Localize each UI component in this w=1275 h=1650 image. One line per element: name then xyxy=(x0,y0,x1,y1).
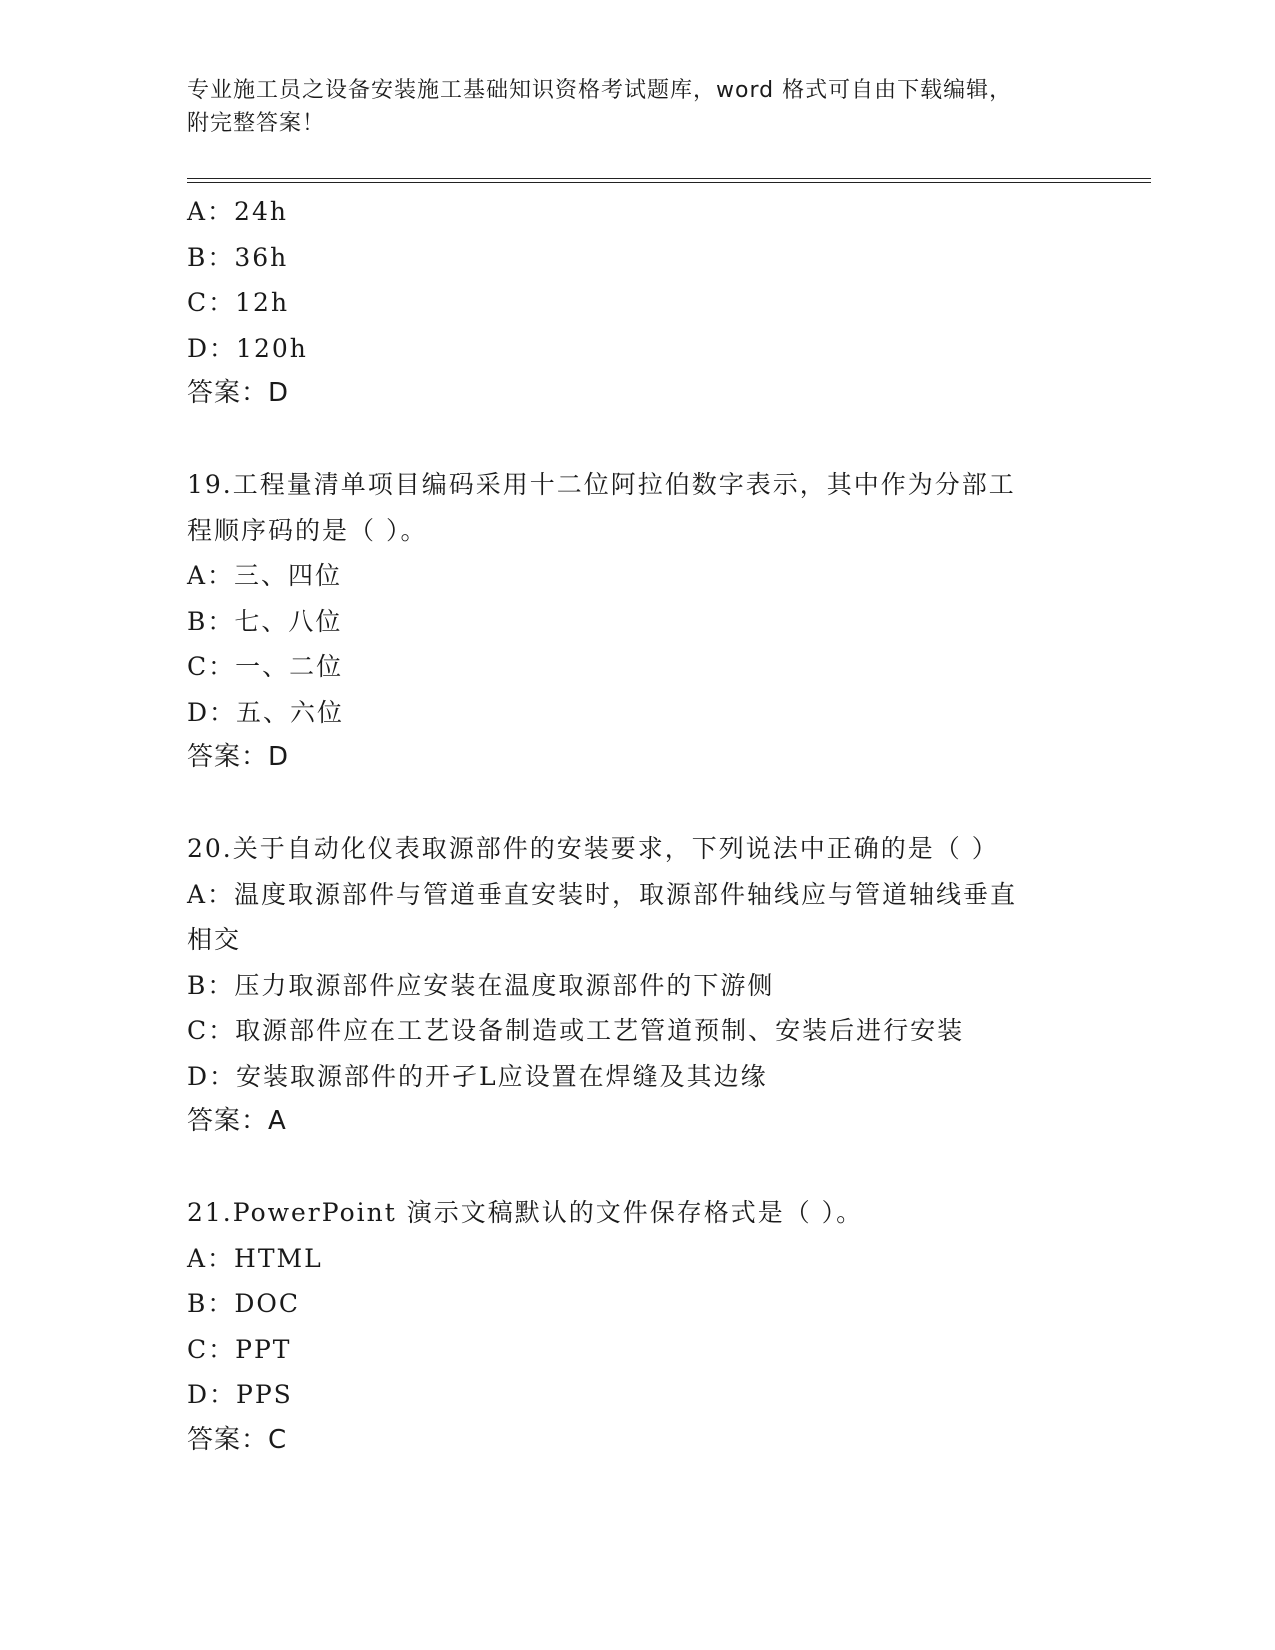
question-stem-continued: 程顺序码的是（ ）。 xyxy=(187,515,428,545)
option-a: A：三、四位 xyxy=(187,561,343,590)
answer-line: 答案：D xyxy=(187,378,290,408)
option-b: B：36h xyxy=(187,242,289,272)
option-a: A：HTML xyxy=(187,1243,323,1273)
question-stem: 20.关于自动化仪表取源部件的安装要求，下列说法中正确的是（ ） xyxy=(187,834,999,863)
spacer xyxy=(187,1145,1067,1191)
option-a: A：24h xyxy=(187,197,288,226)
answer-line: 答案：D xyxy=(187,742,290,772)
document-header xyxy=(187,74,1067,140)
option-d: D：五、六位 xyxy=(187,697,345,727)
question-list xyxy=(187,189,1067,1463)
option-b: B：七、八位 xyxy=(187,606,343,636)
option-c: C：12h xyxy=(187,288,290,317)
spacer xyxy=(187,781,1067,827)
header-line-2: 附完整答案！ xyxy=(187,111,326,136)
option-a: A：温度取源部件与管道垂直安装时，取源部件轴线应与管道轴线垂直 xyxy=(187,879,1018,909)
header-line-1: 专业施工员之设备安装施工基础知识资格考试题库，word 格式可自由下载编辑， xyxy=(187,78,1013,103)
header-divider-top xyxy=(187,178,1151,179)
question-stem: 21.PowerPoint 演示文稿默认的文件保存格式是（ ）。 xyxy=(187,1198,864,1227)
header-divider-bottom xyxy=(187,182,1151,183)
option-d: D：安装取源部件的开孑L应设置在焊缝及其边缘 xyxy=(187,1061,768,1091)
option-c: C：一、二位 xyxy=(187,652,344,681)
spacer xyxy=(187,417,1067,463)
question-19-block xyxy=(187,462,1067,781)
option-b: B：DOC xyxy=(187,1289,301,1318)
option-c: C：取源部件应在工艺设备制造或工艺管道预制、安装后进行安装 xyxy=(187,1016,965,1045)
option-c: C：PPT xyxy=(187,1334,292,1364)
option-d: D：PPS xyxy=(187,1380,293,1409)
question-20-block xyxy=(187,826,1067,1145)
option-d: D：120h xyxy=(187,333,308,363)
answer-line: 答案：C xyxy=(187,1424,288,1455)
option-b: B：压力取源部件应安装在温度取源部件的下游侧 xyxy=(187,970,775,1000)
answer-line: 答案：A xyxy=(187,1106,287,1136)
question-18-block xyxy=(187,189,1067,417)
option-a-continued: 相交 xyxy=(187,925,242,954)
question-stem: 19.工程量清单项目编码采用十二位阿拉伯数字表示，其中作为分部工 xyxy=(187,470,1016,499)
question-21-block xyxy=(187,1190,1067,1463)
